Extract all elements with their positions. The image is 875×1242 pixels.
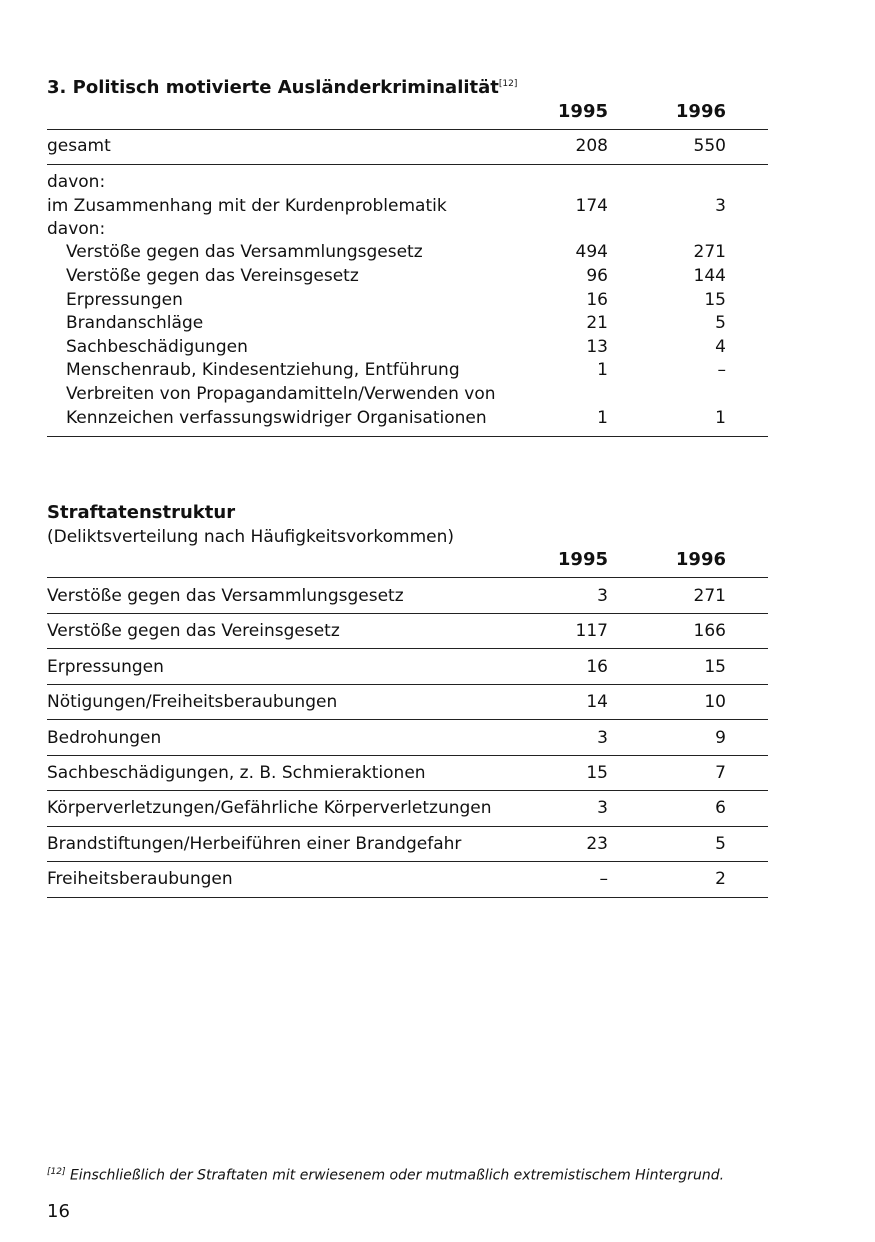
davon-label: davon:	[47, 172, 106, 192]
table-row	[47, 196, 768, 220]
list-item	[47, 384, 768, 408]
row-label: Menschenraub, Kindesentziehung, Entführung	[66, 360, 460, 380]
section1-heading-text: 3. Politisch motivierte Ausländerkriminalität	[47, 77, 499, 98]
table-row	[47, 869, 768, 893]
table-row	[47, 266, 768, 290]
value-1996: 5	[715, 834, 726, 854]
table-row	[47, 763, 768, 787]
value-1995: 13	[586, 337, 608, 357]
davon-label: davon:	[47, 219, 106, 239]
table-row	[47, 728, 768, 752]
row-label: Verstöße gegen das Versammlungsgesetz	[66, 242, 423, 262]
footnote-marker: [12]	[47, 1167, 66, 1177]
divider	[47, 577, 768, 578]
table-row	[47, 657, 768, 681]
table-row	[47, 337, 768, 361]
footnote	[47, 1167, 724, 1184]
value-1995: 16	[586, 290, 608, 310]
row-label-line1: Verbreiten von Propagandamitteln/Verwenden von	[66, 384, 496, 404]
table-row	[47, 586, 768, 610]
row-label: im Zusammenhang mit der Kurdenproblematik	[47, 196, 447, 216]
value-1995: 3	[597, 728, 608, 748]
value-1996: 144	[693, 266, 726, 286]
value-1996: 3	[715, 196, 726, 216]
value-1995: 208	[575, 136, 608, 156]
table-row	[47, 834, 768, 858]
table-row	[47, 621, 768, 645]
row-label: Nötigungen/Freiheitsberaubungen	[47, 692, 338, 712]
divider	[47, 861, 768, 862]
value-1996: 7	[715, 763, 726, 783]
value-1995: 494	[575, 242, 608, 262]
divider	[47, 648, 768, 649]
divider	[47, 755, 768, 756]
value-1995: 1	[597, 408, 608, 428]
row-label: Verstöße gegen das Vereinsgesetz	[66, 266, 359, 286]
s1-year-1996: 1996	[675, 101, 726, 122]
section1-heading	[47, 77, 517, 98]
table-row	[47, 798, 768, 822]
footnote-text: Einschließlich der Straftaten mit erwiesenem oder mutmaßlich extremistischem Hintergrund.	[69, 1167, 725, 1184]
divider	[47, 826, 768, 827]
divider	[47, 719, 768, 720]
footnote-ref: [12]	[498, 79, 518, 89]
table-row	[47, 692, 768, 716]
value-1996: 1	[715, 408, 726, 428]
section2-subheading: (Deliktsverteilung nach Häufigkeitsvorkommen)	[47, 527, 455, 547]
value-1995: 3	[597, 798, 608, 818]
list-item	[47, 172, 768, 196]
value-1996: –	[717, 360, 726, 380]
divider	[47, 790, 768, 791]
value-1995: 14	[586, 692, 608, 712]
table-row	[47, 290, 768, 314]
table-row	[47, 136, 768, 160]
row-label: Sachbeschädigungen, z. B. Schmieraktionen	[47, 763, 426, 783]
value-1995: 3	[597, 586, 608, 606]
value-1996: 550	[693, 136, 726, 156]
row-label: Kennzeichen verfassungswidriger Organisationen	[66, 408, 487, 428]
value-1996: 271	[693, 242, 726, 262]
row-label: Erpressungen	[66, 290, 183, 310]
divider	[47, 164, 768, 165]
value-1996: 4	[715, 337, 726, 357]
value-1996: 15	[704, 290, 726, 310]
row-label: Erpressungen	[47, 657, 164, 677]
row-label: Freiheitsberaubungen	[47, 869, 233, 889]
value-1995: –	[599, 869, 608, 889]
row-label: Verstöße gegen das Versammlungsgesetz	[47, 586, 404, 606]
value-1996: 6	[715, 798, 726, 818]
value-1995: 21	[586, 313, 608, 333]
row-label: gesamt	[47, 136, 111, 156]
table-row	[47, 242, 768, 266]
row-label: Verstöße gegen das Vereinsgesetz	[47, 621, 340, 641]
divider	[47, 684, 768, 685]
value-1996: 9	[715, 728, 726, 748]
s1-year-1995: 1995	[557, 101, 608, 122]
divider	[47, 613, 768, 614]
value-1995: 1	[597, 360, 608, 380]
row-label: Bedrohungen	[47, 728, 162, 748]
divider	[47, 436, 768, 437]
table-row	[47, 360, 768, 384]
value-1996: 166	[693, 621, 726, 641]
table-row	[47, 313, 768, 337]
value-1995: 174	[575, 196, 608, 216]
page-number: 16	[47, 1201, 70, 1222]
value-1996: 271	[693, 586, 726, 606]
value-1995: 16	[586, 657, 608, 677]
row-label: Brandstiftungen/Herbeiführen einer Brandgefahr	[47, 834, 462, 854]
value-1996: 2	[715, 869, 726, 889]
value-1995: 15	[586, 763, 608, 783]
table-row	[47, 408, 768, 432]
list-item	[47, 219, 768, 243]
value-1995: 117	[575, 621, 608, 641]
s2-year-1996: 1996	[675, 549, 726, 570]
value-1996: 10	[704, 692, 726, 712]
divider	[47, 897, 768, 898]
value-1995: 96	[586, 266, 608, 286]
value-1996: 15	[704, 657, 726, 677]
section2-heading: Straftatenstruktur	[47, 502, 236, 523]
row-label: Sachbeschädigungen	[66, 337, 248, 357]
s2-year-1995: 1995	[557, 549, 608, 570]
row-label: Körperverletzungen/Gefährliche Körperverletzungen	[47, 798, 492, 818]
value-1995: 23	[586, 834, 608, 854]
row-label: Brandanschläge	[66, 313, 204, 333]
divider	[47, 129, 768, 130]
value-1996: 5	[715, 313, 726, 333]
